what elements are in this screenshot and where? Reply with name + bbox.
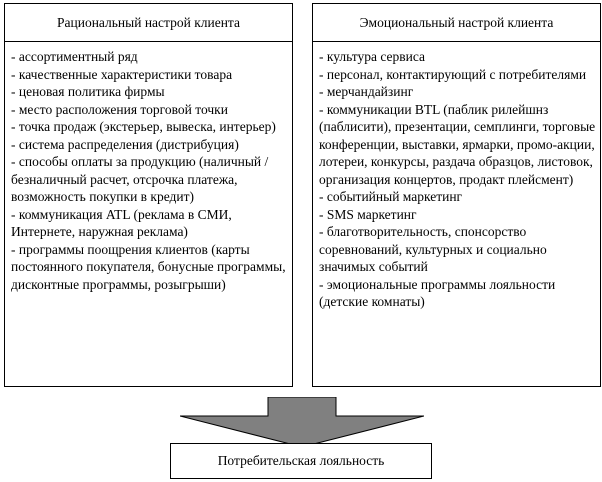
rational-factor-item: - точка продаж (экстерьер, вывеска, интерьер) [11, 119, 276, 134]
emotional-factor-item: - культура сервиса [319, 49, 426, 64]
rational-factor-item: - коммуникация ATL (реклама в СМИ, Интернете, наружная реклама) [11, 206, 232, 239]
rational-factor-item: - ассортиментный ряд [11, 49, 138, 64]
emotional-factor-item: - персонал, контактирующий с потребителями [319, 66, 587, 82]
rational-factor-item: - ценовая политика фирмы [11, 84, 165, 99]
rational-factor-item: - программы поощрения клиентов (карты постоянного покупателя, бонусные программы, дисконтные программы, розыгрыши) [11, 241, 286, 292]
emotional-factor-item: - мерчандайзинг [319, 84, 414, 99]
emotional-factor-item: - благотворительность, спонсорство соревнований, культурных и социально значимых событий [319, 224, 547, 274]
rational-factor-item: - способы оплаты за продукцию (наличный / безналичный расчет, отсрочка платежа, возможность покупки в кредит) [11, 154, 269, 204]
down-arrow-shape [180, 397, 424, 447]
rational-factor-item: - качественные характеристики товара [11, 66, 233, 82]
rational-panel [4, 3, 293, 387]
down-arrow-icon [180, 397, 424, 447]
emotional-factor-item: - SMS маркетинг [319, 206, 417, 222]
consumer-loyalty-box [170, 443, 432, 479]
consumer-loyalty-label: Потребительская лояльность [217, 453, 385, 468]
rational-factor-list [5, 42, 292, 293]
emotional-factor-list [313, 42, 600, 311]
rational-factor-item: - система распределения (дистрибуция) [11, 136, 239, 152]
rational-factor-item: - место расположения торговой точки [11, 101, 228, 117]
emotional-factor-item: - событийный маркетинг [319, 189, 463, 204]
emotional-panel-title: Эмоциональный настрой клиента [313, 4, 600, 42]
emotional-panel [312, 3, 601, 387]
emotional-factor-item: - эмоциональные программы лояльности (детские комнаты) [319, 276, 556, 309]
rational-panel-title: Рациональный настрой клиента [5, 4, 292, 42]
emotional-factor-item: - коммуникации BTL (паблик рилейшнз (паблисити), презентации, семплинги, торговые конференции, выставки, ярмарки, промо-акции, лотереи, конкурсы, раздача образцов, листовок, организация концертов, продакт плейсмент) [319, 101, 596, 187]
